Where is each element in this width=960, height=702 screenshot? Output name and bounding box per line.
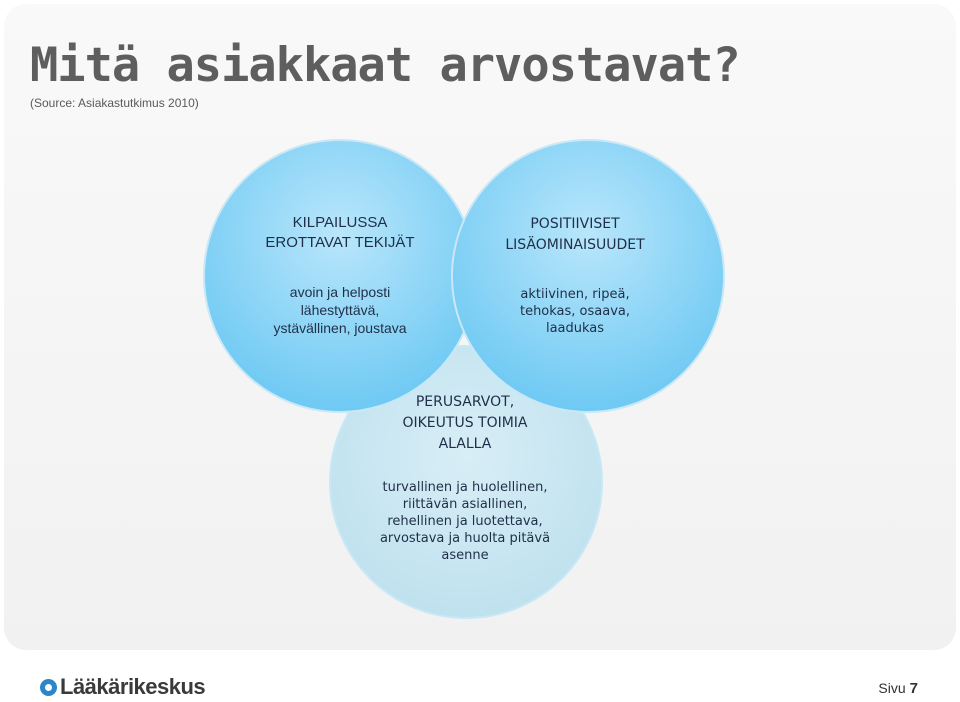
slide-title: Mitä asiakkaat arvostavat?: [30, 38, 740, 93]
slide-subtitle: (Source: Asiakastutkimus 2010): [30, 96, 199, 110]
page-label: Sivu: [878, 680, 906, 696]
page-number-value: 7: [909, 680, 918, 697]
company-logo: [40, 674, 205, 700]
circle-right-body: aktiivinen, ripeä, tehokas, osaava, laadukas: [519, 287, 631, 336]
page-number: [878, 680, 918, 697]
circle-right-text: [470, 214, 680, 337]
circle-right-heading: POSITIIVISET LISÄOMINAISUUDET: [505, 216, 645, 253]
circle-left-text: [225, 213, 455, 337]
logo-circle-icon: [40, 679, 57, 696]
circle-bottom-text: [345, 392, 585, 564]
logo-text: Lääkärikeskus: [60, 674, 206, 699]
circle-bottom-body: turvallinen ja huolellinen, riittävän asiallinen, rehellinen ja luotettava, arvostava ja huolta pitävä asenne: [379, 480, 551, 563]
circle-bottom-heading: PERUSARVOT, OIKEUTUS TOIMIA ALALLA: [402, 394, 528, 452]
circle-left-body: avoin ja helposti lähestyttävä, ystävällinen, joustava: [273, 284, 407, 336]
circle-left-heading: KILPAILUSSA EROTTAVAT TEKIJÄT: [265, 214, 415, 251]
